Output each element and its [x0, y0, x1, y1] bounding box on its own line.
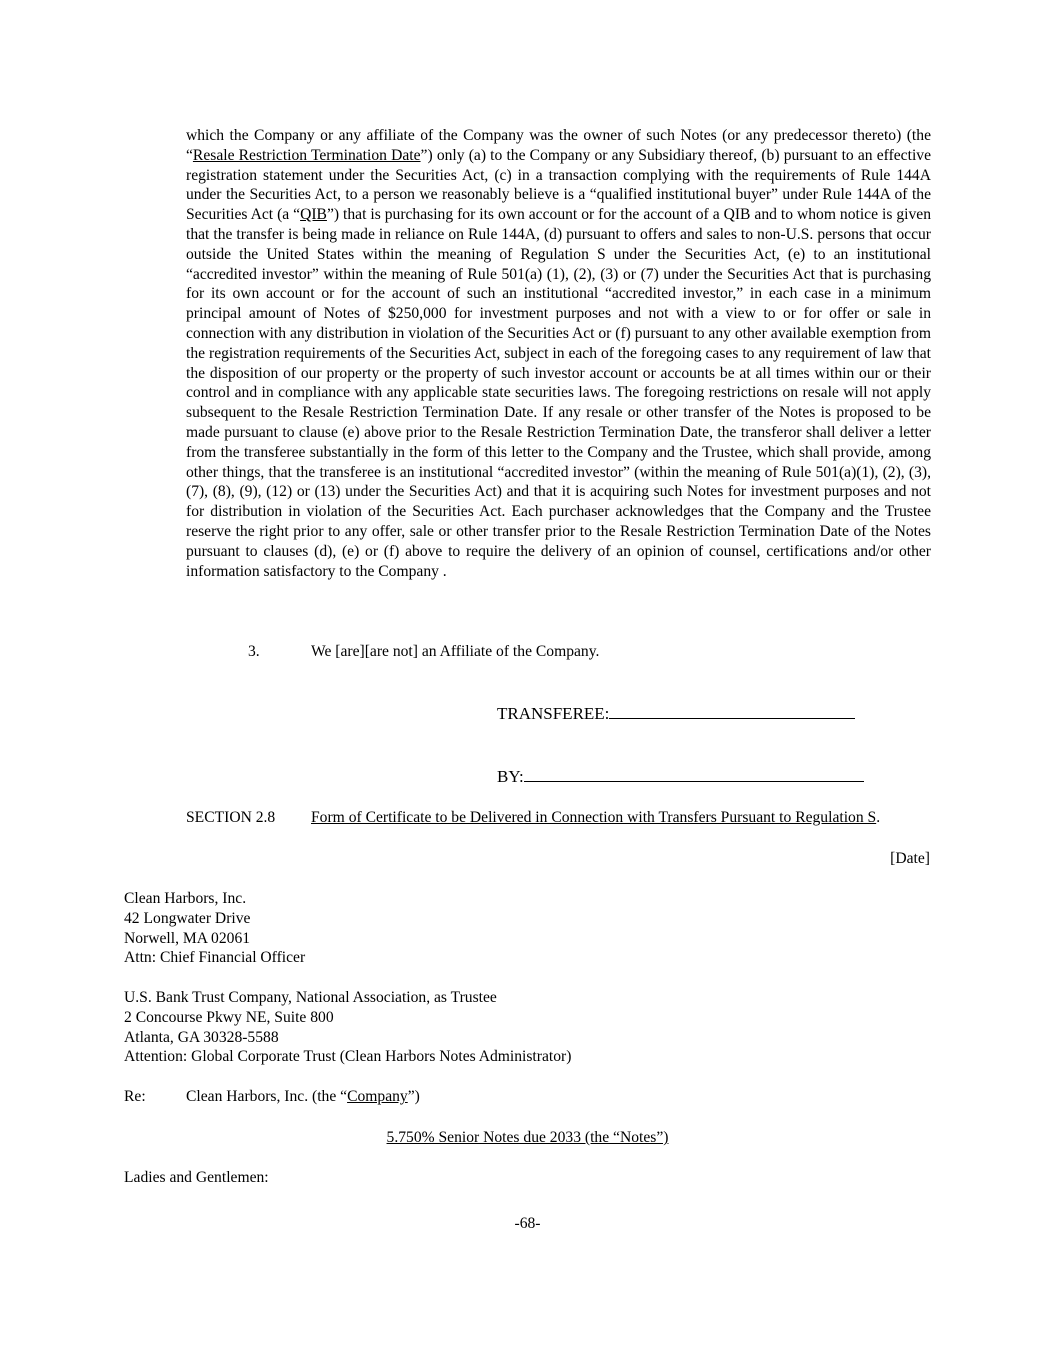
date-placeholder: [Date] [890, 850, 930, 867]
paragraph-text-3: ”) that is purchasing for its own account or for the account of a QIB and to whom notice is given that the transfer is being made in reliance on Rule 144A, (d) pursuant to offers and sales to non-U.S. persons that occur outside the United States within the meaning of Regulation S under the Securities Act, (e) to an institutional “accredited investor” within the meaning of Rule 501(a) (1), (2), (3) or (7) under the Securities Act that is purchasing for its own account or for the account of such an institutional “accredited investor,” in each case in a minimum principal amount of Notes of $250,000 for investment purposes and not with a view to or for offer or sale in connection with any distribution in violation of the Securities Act or (f) pursuant to any other available exemption from the registration requirements of the Securities Act, subject in each of the foregoing cases to any requirement of law that the disposition of our property or the property of such investor account or accounts be at all times within our or their control and in compliance with any applicable state securities laws. The foregoing restrictions on resale will not apply subsequent to the Resale Restriction Termination Date. If any resale or other transfer of the Notes is proposed to be made pursuant to clause (e) above prior to the Resale Restriction Termination Date, the transferor shall deliver a letter from the transferee substantially in the form of this letter to the Company and the Trustee, which shall provide, among other things, that the transferee is an institutional “accredited investor” (within the meaning of Rule 501(a)(1), (2), (3), (7), (8), (9), (12) or (13) under the Securities Act) and that it is acquiring such Notes for investment purposes and not for distribution in violation of the Securities Act. Each purchaser acknowledges that the Company and the Trustee reserve the right prior to any offer, sale or other transfer prior to the Resale Restriction Termination Date of the Notes pursuant to clauses (d), (e) or (f) above to require the delivery of an opinion of counsel, certifications and/or other information satisfactory to the Company . [186, 206, 931, 580]
item-3-number: 3. [248, 643, 260, 660]
paragraph-text-1: which the Company or any affiliate of the Company was the owner of such Notes (or any predecessor thereto) (the “ [186, 127, 931, 164]
by-signature-line [497, 767, 864, 786]
section-heading [311, 808, 880, 827]
trustee-address-line: 2 Concourse Pkwy NE, Suite 800 [124, 1008, 334, 1026]
item-3-text: We [are][are not] an Affiliate of the Company. [311, 643, 600, 660]
notes-title [0, 1128, 1055, 1147]
section-number: SECTION 2.8 [186, 809, 276, 826]
company-address-block [124, 889, 305, 968]
by-blank-line [524, 767, 864, 782]
trustee-address-line: U.S. Bank Trust Company, National Association, as Trustee [124, 989, 497, 1006]
company-term: Company [347, 1088, 408, 1105]
company-address-line: Clean Harbors, Inc. [124, 890, 247, 907]
transferee-blank-line [609, 704, 855, 719]
re-text-before: Clean Harbors, Inc. (the “ [186, 1088, 348, 1105]
notes-title-text: 5.750% Senior Notes due 2033 (the “Notes”) [386, 1129, 669, 1146]
section-title-period: . [876, 809, 881, 826]
company-address-line: Norwell, MA 02061 [124, 929, 251, 947]
trustee-address-line: Attention: Global Corporate Trust (Clean Harbors Notes Administrator) [124, 1048, 572, 1066]
page-number-text: -68- [514, 1215, 541, 1232]
re-label: Re: [124, 1088, 146, 1105]
company-address-line: 42 Longwater Drive [124, 909, 251, 927]
page-number [0, 1214, 1055, 1233]
salutation: Ladies and Gentlemen: [124, 1169, 269, 1186]
trustee-address-block [124, 988, 571, 1067]
by-label: BY: [497, 767, 524, 786]
paragraph-text-2: ”) only (a) to the Company or any Subsidiary thereof, (b) pursuant to an effective registration statement under the Securities Act, (c) in a transaction complying with the requirements of Rule 144A under the Securities Act, to a person we reasonably believe is a “qualified institutional buyer” under Rule 144A of the Securities Act (a “ [186, 146, 931, 224]
resale-restriction-paragraph [186, 126, 931, 581]
company-address-line: Attn: Chief Financial Officer [124, 949, 306, 967]
re-text-after: ”) [407, 1088, 420, 1105]
re-line [186, 1087, 420, 1106]
transferee-label: TRANSFEREE: [497, 704, 610, 723]
trustee-address-line: Atlanta, GA 30328-5588 [124, 1028, 279, 1046]
resale-restriction-termination-date-term: Resale Restriction Termination Date [192, 146, 421, 164]
transferee-signature-line [497, 704, 855, 723]
qib-term: QIB [300, 206, 327, 224]
section-title: Form of Certificate to be Delivered in Connection with Transfers Pursuant to Regulation S [311, 809, 877, 826]
